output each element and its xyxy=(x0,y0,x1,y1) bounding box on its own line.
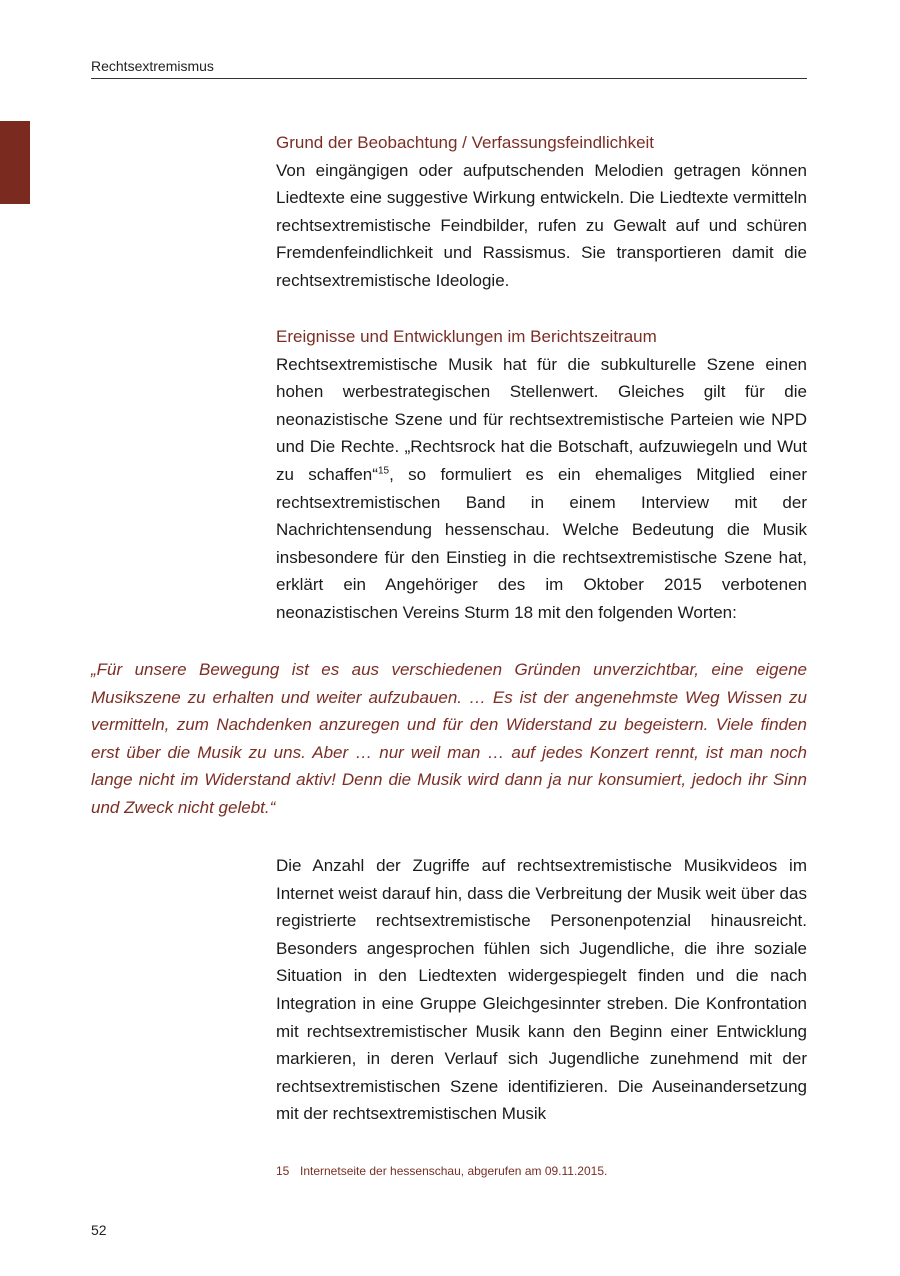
running-header xyxy=(91,58,807,79)
running-title: Rechtsextremismus xyxy=(91,58,214,74)
section-heading: Grund der Beobachtung / Verfassungsfeindlichkeit xyxy=(276,133,655,152)
footnote-reference[interactable]: 15 xyxy=(377,465,390,477)
footnote xyxy=(276,1164,807,1178)
footnote-text: Internetseite der hessenschau, abgerufen am 09.11.2015. xyxy=(300,1164,608,1178)
chapter-side-tab xyxy=(0,121,30,204)
paragraph-text: , so formuliert es ein ehemaliges Mitglied einer rechtsextremistischen Band in einem Interview mit der Nachrichtensendung hessenschau. Welche Bedeutung die Musik insbesondere für den Einstieg in die rechtsextremistische Szene hat, erklärt ein Angehöriger des im Oktober 2015 verbotenen neonazistischen Vereins Sturm 18 mit den folgenden Worten: xyxy=(276,464,808,622)
block-quote: „Für unsere Bewegung ist es aus verschiedenen Gründen unverzichtbar, eine eigene Musikszene zu erhalten und weiter aufzubauen. … Es ist der angenehmste Weg Wissen zu vermitteln, zum Nachdenken anzuregen und für den Widerstand zu begeistern. Viele finden erst über die Musik zu uns. Aber … nur weil man … auf jedes Konzert rennt, ist man noch lange nicht im Widerstand aktiv! Denn die Musik wird dann ja nur konsumiert, jedoch ihr Sinn und Zweck nicht gelebt.“ xyxy=(91,660,807,817)
section-grund-der-beobachtung xyxy=(276,129,807,295)
section-heading: Ereignisse und Entwicklungen im Berichtszeitraum xyxy=(276,327,657,346)
page-number: 52 xyxy=(91,1222,107,1238)
section-ereignisse xyxy=(276,323,807,627)
continuation-paragraph: Die Anzahl der Zugriffe auf rechtsextremistische Musikvideos im Internet weist darauf hin, dass die Verbreitung der Musik weit über das registrierte rechtsextremistische Personenpotenzial hinausreicht. Besonders angesprochen fühlen sich Jugendliche, die ihre soziale Situation in den Liedtexten widergespiegelt finden und die nach Integration in eine Gruppe Gleichgesinnter streben. Die Konfrontation mit rechtsextremistischer Musik kann den Beginn einer Entwicklung markieren, in deren Verlauf sich Jugendliche zunehmend mit der rechtsextremistischen Szene identifizieren. Die Auseinandersetzung mit der rechtsextremistischen Musik xyxy=(276,856,807,1124)
section-paragraph xyxy=(276,351,807,627)
continuation-section xyxy=(276,852,807,1128)
section-paragraph: Von eingängigen oder aufputschenden Melodien getragen können Liedtexte eine suggestive Wirkung entwickeln. Die Liedtexte vermitteln rechtsextremistische Feindbilder, rufen zu Gewalt auf und schüren Fremdenfeindlichkeit und Rassismus. Sie transportieren damit die rechtsextremistische Ideologie. xyxy=(276,160,807,290)
footnote-number: 15 xyxy=(276,1164,290,1178)
paragraph-text: Rechtsextremistische Musik hat für die subkulturelle Szene einen hohen werbestrategischen Stellenwert. Gleiches gilt für die neonazistische Szene und für rechtsextremistische Parteien wie NPD und Die Rechte. „Rechtsrock hat die Botschaft, aufzuwiegeln und Wut zu schaffen“ xyxy=(276,354,807,484)
